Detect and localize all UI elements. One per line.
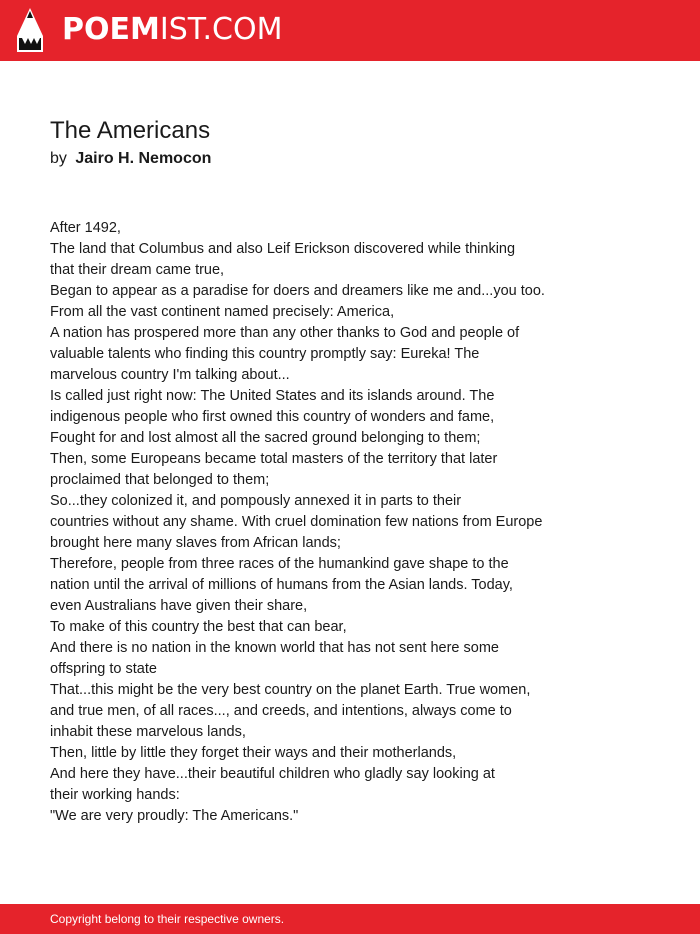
poem-title: The Americans xyxy=(50,117,211,144)
poem-line: That...this might be the very best country on the planet Earth. True women, xyxy=(50,682,531,698)
poem-line: Then, little by little they forget their ways and their motherlands, xyxy=(50,745,457,761)
site-logo[interactable] xyxy=(62,12,282,48)
poem-line: inhabit these marvelous lands, xyxy=(50,724,246,740)
poem-line: brought here many slaves from African lands; xyxy=(50,535,341,551)
poem-line: Began to appear as a paradise for doers and dreamers like me and...you too. xyxy=(50,283,545,299)
poem-line: And there is no nation in the known world that has not sent here some xyxy=(50,640,499,656)
poem-line: To make of this country the best that can bear, xyxy=(50,619,347,635)
poem-line: Fought for and lost almost all the sacred ground belonging to them; xyxy=(50,430,481,446)
poem-line: From all the vast continent named precisely: America, xyxy=(50,304,395,320)
logo-bold-text: POEM xyxy=(62,12,160,47)
copyright-text: Copyright belong to their respective owners. xyxy=(50,912,285,926)
poem-line: A nation has prospered more than any other thanks to God and people of xyxy=(50,325,520,341)
poem-line: countries without any shame. With cruel domination few nations from Europe xyxy=(50,514,543,530)
poem-line: Therefore, people from three races of the humankind gave shape to the xyxy=(50,556,509,572)
poem-line: valuable talents who finding this country promptly say: Eureka! The xyxy=(50,346,480,362)
poem-line: that their dream came true, xyxy=(50,262,225,278)
poem-line: their working hands: xyxy=(50,787,180,803)
byline xyxy=(50,148,211,170)
site-footer xyxy=(0,904,700,934)
poem-line: The land that Columbus and also Leif Erickson discovered while thinking xyxy=(50,241,516,257)
poem-line: offspring to state xyxy=(50,661,157,677)
poem-line: So...they colonized it, and pompously annexed it in parts to their xyxy=(50,493,462,509)
poem-line: indigenous people who first owned this country of wonders and fame, xyxy=(50,409,495,425)
poem-line: marvelous country I'm talking about... xyxy=(50,367,290,383)
poem-line: And here they have...their beautiful children who gladly say looking at xyxy=(50,766,495,782)
poem-line: Is called just right now: The United States and its islands around. The xyxy=(50,388,495,404)
poem-body xyxy=(50,218,650,827)
poem-line: Then, some Europeans became total masters of the territory that later xyxy=(50,451,498,467)
author-name: Jairo H. Nemocon xyxy=(75,150,212,167)
logo-light-text: IST.COM xyxy=(159,12,283,47)
site-header xyxy=(0,0,700,61)
poem-line: "We are very proudly: The Americans." xyxy=(50,808,299,824)
poem-line: nation until the arrival of millions of humans from the Asian lands. Today, xyxy=(50,577,513,593)
by-label: by xyxy=(50,150,67,167)
pencil-icon xyxy=(17,8,43,52)
poem-line: After 1492, xyxy=(50,220,121,236)
poem-line: and true men, of all races..., and creeds, and intentions, always come to xyxy=(50,703,512,719)
poem-line: even Australians have given their share, xyxy=(50,598,308,614)
poem-line: proclaimed that belonged to them; xyxy=(50,472,270,488)
